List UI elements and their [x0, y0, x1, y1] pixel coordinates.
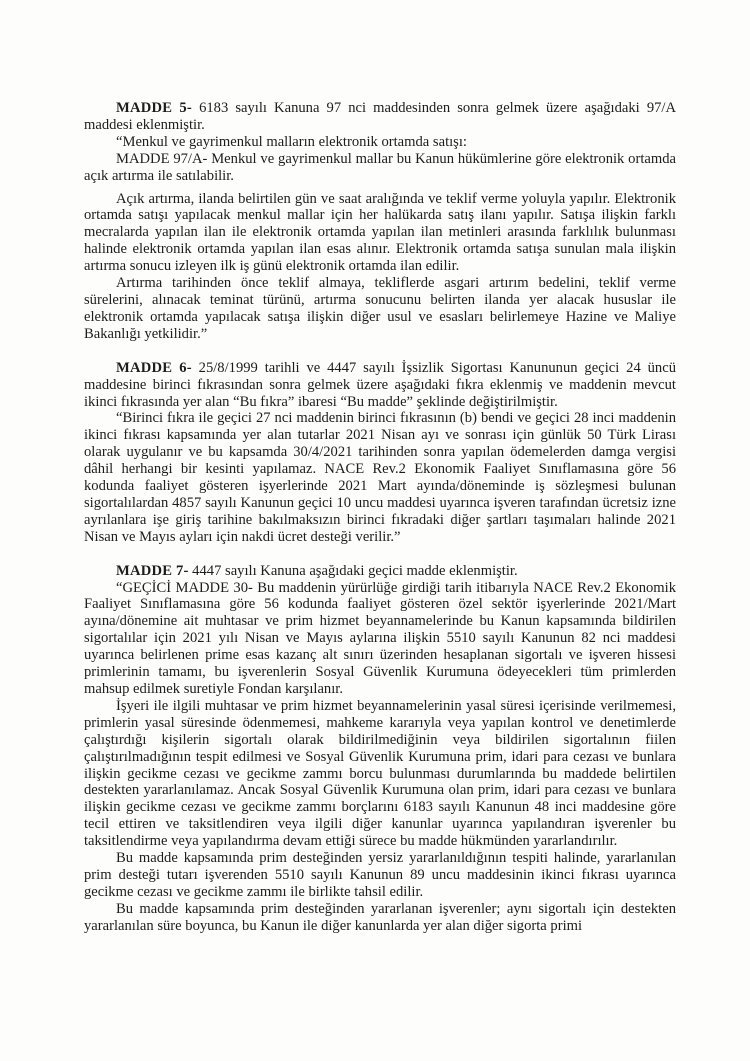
madde-6-intro: [84, 360, 676, 411]
madde-5-intro-text: 6183 sayılı Kanuna 97 nci maddesinden sonra gelmek üzere aşağıdaki 97/A maddesi eklenmiştir.: [84, 100, 677, 133]
document-body: [84, 100, 676, 935]
madde-5-paragraph-4: Artırma tarihinden önce teklif almaya, tekliflerde asgari artırım bedelini, teklif verme sürelerini, alınacak teminat türünü, artırma sonucunu belirten ilanda yer alacak hususlar ile elektronik ortamda yapılacak satışa ilişkin diğer usul ve esasları belirlemeye Hazine ve Maliye Bakanlığı yetkilidir.”: [84, 275, 676, 342]
madde-5-paragraph-3: Açık artırma, ilanda belirtilen gün ve saat aralığında ve teklif verme yoluyla yapılır. Elektronik ortamda satışı yapılacak menkul mallar için her halükarda satış ilanı yapılır. Satışa ilişkin farklı mecralarda yapılan ilan ile elektronik ortamda yapılan ilan metinleri arasında farklılık bulunması halinde elektronik ortamda yapılan ilan esas alınır. Elektronik ortamda satışa sunulan mala ilişkin artırma sonucu izleyen ilk iş günü elektronik ortamda ilan edilir.: [84, 190, 676, 275]
madde-7-paragraph-1: “GEÇİCİ MADDE 30- Bu maddenin yürürlüğe girdiği tarih itibarıyla NACE Rev.2 Ekonomik Faaliyet Sınıflamasına göre 56 kodunda faaliyet gösteren özel sektör işyerlerinde 2021/Mart ayına/dönemine ait muhtasar ve prim hizmet beyannamelerinde bu Kanun kapsamında bildirilen sigortalılar için 2021 yılı Nisan ve Mayıs aylarına ilişkin 5510 sayılı Kanunun 82 nci maddesi uyarınca belirlenen prime esas kazanç alt sınırı üzerinden hesaplanan sigortalı ve işveren hissesi primlerinin tamamı, bu işverenlerin Sosyal Güvenlik Kurumuna ödeyecekleri tüm primlerden mahsup edilmek suretiyle Fondan karşılanır.: [84, 579, 676, 697]
madde-7-intro-text: 4447 sayılı Kanuna aşağıdaki geçici madde eklenmiştir.: [188, 562, 518, 579]
madde-5-paragraph-1: “Menkul ve gayrimenkul malların elektronik ortamda satışı:: [116, 133, 467, 150]
madde-7-heading: MADDE 7-: [116, 562, 189, 579]
madde-5-intro: [84, 100, 676, 134]
madde-7-paragraph-2: İşyeri ile ilgili muhtasar ve prim hizmet beyannamelerinin yasal süresi içerisinde verilmemesi, primlerin yasal süresinde ödenmemesi, mahkeme kararıyla veya yapılan kontrol ve denetimlerde çalıştırdığı kişilerin sigortalı olarak bildirilmediğinin veya bildirilen sigortalının fiilen çalıştırılmadığının tespit edilmesi ve Sosyal Güvenlik Kurumuna prim, idari para cezası ve bunlara ilişkin gecikme cezası ve gecikme zammı borcu bulunması durumlarında bu maddede belirtilen destekten yararlanılamaz. Ancak Sosyal Güvenlik Kurumuna olan prim, idari para cezası ve bunlara ilişkin gecikme cezası ve gecikme zammı borçlarını 6183 sayılı Kanunun 48 inci maddesine göre tecil ettiren ve taksitlendiren veya ilgili diğer kanunlar uyarınca yapılandıran işverenler bu taksitlendirme veya yapılandırma devam ettiği sürece bu madde hükmünden yararlandırılır.: [84, 697, 676, 850]
madde-6-paragraph-1: “Birinci fıkra ile geçici 27 nci maddenin birinci fıkrasının (b) bendi ve geçici 28 inci maddenin ikinci fıkrası kapsamında yer alan tutarlar 2021 Nisan ayı ve sonrası için günlük 50 Türk Lirası olarak uygulanır ve bu kapsamda 30/4/2021 tarihinden sonra yapılan ödemelerden damga vergisi dâhil herhangi bir kesinti yapılamaz. NACE Rev.2 Ekonomik Faaliyet Sınıflamasına göre 56 kodunda faaliyet gösteren işyerlerinde 2021 Mart ayında/döneminde iş sözleşmesi bulunan sigortalılardan 4857 sayılı Kanunun geçici 10 uncu maddesi uyarınca işveren tarafından ücretsiz izne ayrılanlara işe giriş tarihine bakılmaksızın birinci fıkradaki diğer şartları taşımaları halinde 2021 Nisan ve Mayıs ayları için nakdi ücret desteği verilir.”: [84, 410, 676, 545]
madde-7-intro: [84, 563, 676, 580]
madde-5-heading: MADDE 5-: [116, 100, 192, 116]
madde-6-heading: MADDE 6-: [116, 359, 192, 376]
madde-7-paragraph-3: Bu madde kapsamında prim desteğinden yersiz yararlanıldığının tespiti halinde, yararlanılan prim desteği tutarı işverenden 5510 sayılı Kanunun 89 uncu maddesinin ikinci fıkrası uyarınca gecikme cezası ve gecikme zammı ile birlikte tahsil edilir.: [84, 850, 676, 900]
madde-5-paragraph-2: MADDE 97/A- Menkul ve gayrimenkul mallar bu Kanun hükümlerine göre elektronik ortamda açık artırma ile satılabilir.: [84, 150, 676, 184]
madde-6-intro-text: 25/8/1999 tarihli ve 4447 sayılı İşsizlik Sigortası Kanununun geçici 24 üncü maddesine birinci fıkrasından sonra gelmek üzere aşağıdaki fıkra eklenmiş ve maddenin mevcut ikinci fıkrasında yer alan “Bu fıkra” ibaresi “Bu madde” şeklinde değiştirilmiştir.: [84, 359, 676, 410]
madde-7-paragraph-4: Bu madde kapsamında prim desteğinden yararlanan işverenler; aynı sigortalı için destekten yararlanılan süre boyunca, bu Kanun ile diğer kanunlarda yer alan diğer sigorta primi: [84, 900, 676, 934]
